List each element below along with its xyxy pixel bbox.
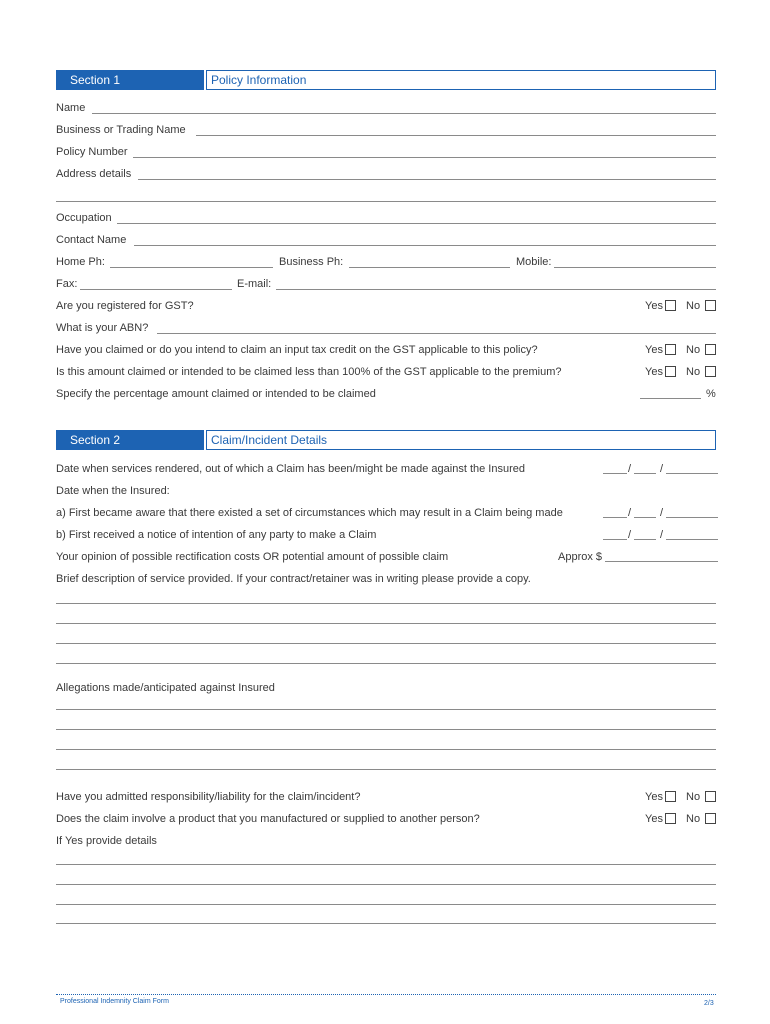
section-2-title: Claim/Incident Details xyxy=(206,430,716,450)
date-services-month[interactable] xyxy=(634,473,656,474)
less-than-100-no-label: No xyxy=(686,366,701,378)
percentage-question: Specify the percentage amount claimed or intended to be claimed xyxy=(56,388,376,400)
product-no-checkbox[interactable] xyxy=(705,813,716,824)
business-ph-field[interactable] xyxy=(349,267,510,268)
address-field-line-2[interactable] xyxy=(56,201,716,202)
product-question: Does the claim involve a product that you manufactured or supplied to another person? xyxy=(56,813,480,825)
footer-page-number: 2/3 xyxy=(704,1000,714,1007)
notice-date-month[interactable] xyxy=(634,539,656,540)
date-sep: / xyxy=(660,463,664,475)
address-field[interactable] xyxy=(138,179,716,180)
tax-credit-yes-checkbox[interactable] xyxy=(665,344,676,355)
mobile-field[interactable] xyxy=(554,267,716,268)
business-ph-label: Business Ph: xyxy=(279,256,344,268)
business-name-field[interactable] xyxy=(196,135,716,136)
approx-amount-field[interactable] xyxy=(605,561,718,562)
home-ph-label: Home Ph: xyxy=(56,256,105,268)
date-services-day[interactable] xyxy=(603,473,627,474)
footer-divider xyxy=(56,994,716,995)
date-sep: / xyxy=(628,463,632,475)
aware-date-year[interactable] xyxy=(666,517,718,518)
section-2-tab: Section 2 xyxy=(56,430,204,450)
occupation-label: Occupation xyxy=(56,212,112,224)
policy-number-field[interactable] xyxy=(133,157,716,158)
percent-sign: % xyxy=(706,388,716,400)
details-line[interactable] xyxy=(56,884,716,885)
tax-credit-no-label: No xyxy=(686,344,701,356)
allegations-line[interactable] xyxy=(56,769,716,770)
name-label: Name xyxy=(56,102,86,114)
tax-credit-yes-label: Yes xyxy=(645,344,663,356)
brief-description-label: Brief description of service provided. If your contract/retainer was in writing please provide a copy. xyxy=(56,573,531,585)
allegations-line[interactable] xyxy=(56,709,716,710)
less-than-100-no-checkbox[interactable] xyxy=(705,366,716,377)
brief-description-line[interactable] xyxy=(56,643,716,644)
allegations-line[interactable] xyxy=(56,729,716,730)
date-sep: / xyxy=(660,507,664,519)
contact-name-label: Contact Name xyxy=(56,234,127,246)
approx-label: Approx $ xyxy=(558,551,603,563)
details-line[interactable] xyxy=(56,904,716,905)
abn-field[interactable] xyxy=(157,333,716,334)
section-1-title: Policy Information xyxy=(206,70,716,90)
abn-question: What is your ABN? xyxy=(56,322,149,334)
product-no-label: No xyxy=(686,813,701,825)
notice-date-label: b) First received a notice of intention of any party to make a Claim xyxy=(56,529,377,541)
date-sep: / xyxy=(628,507,632,519)
contact-name-field[interactable] xyxy=(134,245,716,246)
date-insured-label: Date when the Insured: xyxy=(56,485,170,497)
admitted-question: Have you admitted responsibility/liability for the claim/incident? xyxy=(56,791,361,803)
admitted-yes-checkbox[interactable] xyxy=(665,791,676,802)
notice-date-day[interactable] xyxy=(603,539,627,540)
email-field[interactable] xyxy=(276,289,716,290)
opinion-label: Your opinion of possible rectification costs OR potential amount of possible claim xyxy=(56,551,449,563)
date-sep: / xyxy=(628,529,632,541)
gst-no-checkbox[interactable] xyxy=(705,300,716,311)
admitted-yes-label: Yes xyxy=(645,791,663,803)
aware-date-month[interactable] xyxy=(634,517,656,518)
admitted-no-checkbox[interactable] xyxy=(705,791,716,802)
name-field[interactable] xyxy=(92,113,716,114)
tax-credit-no-checkbox[interactable] xyxy=(705,344,716,355)
details-line[interactable] xyxy=(56,864,716,865)
date-sep: / xyxy=(660,529,664,541)
percentage-field[interactable] xyxy=(640,398,701,399)
footer-form-name: Professional Indemnity Claim Form xyxy=(60,998,169,1005)
notice-date-year[interactable] xyxy=(666,539,718,540)
fax-field[interactable] xyxy=(80,289,232,290)
home-ph-field[interactable] xyxy=(110,267,273,268)
product-yes-label: Yes xyxy=(645,813,663,825)
tax-credit-question: Have you claimed or do you intend to claim an input tax credit on the GST applicable to this policy? xyxy=(56,344,538,356)
email-label: E-mail: xyxy=(237,278,272,290)
brief-description-line[interactable] xyxy=(56,603,716,604)
brief-description-line[interactable] xyxy=(56,623,716,624)
fax-label: Fax: xyxy=(56,278,78,290)
gst-yes-checkbox[interactable] xyxy=(665,300,676,311)
address-label: Address details xyxy=(56,168,132,180)
gst-question: Are you registered for GST? xyxy=(56,300,194,312)
business-name-label: Business or Trading Name xyxy=(56,124,186,136)
section-1-tab: Section 1 xyxy=(56,70,204,90)
brief-description-line[interactable] xyxy=(56,663,716,664)
aware-date-label: a) First became aware that there existed a set of circumstances which may result in a Claim being made xyxy=(56,507,563,519)
allegations-label: Allegations made/anticipated against Insured xyxy=(56,682,275,694)
admitted-no-label: No xyxy=(686,791,701,803)
aware-date-day[interactable] xyxy=(603,517,627,518)
gst-yes-label: Yes xyxy=(645,300,663,312)
allegations-line[interactable] xyxy=(56,749,716,750)
less-than-100-question: Is this amount claimed or intended to be claimed less than 100% of the GST applicable to the premium? xyxy=(56,366,562,378)
policy-number-label: Policy Number xyxy=(56,146,128,158)
if-yes-details-label: If Yes provide details xyxy=(56,835,157,847)
mobile-label: Mobile: xyxy=(516,256,552,268)
date-services-year[interactable] xyxy=(666,473,718,474)
date-services-label: Date when services rendered, out of which a Claim has been/might be made against the Insured xyxy=(56,463,525,475)
less-than-100-yes-label: Yes xyxy=(645,366,663,378)
gst-no-label: No xyxy=(686,300,701,312)
product-yes-checkbox[interactable] xyxy=(665,813,676,824)
less-than-100-yes-checkbox[interactable] xyxy=(665,366,676,377)
occupation-field[interactable] xyxy=(117,223,716,224)
details-line[interactable] xyxy=(56,923,716,924)
